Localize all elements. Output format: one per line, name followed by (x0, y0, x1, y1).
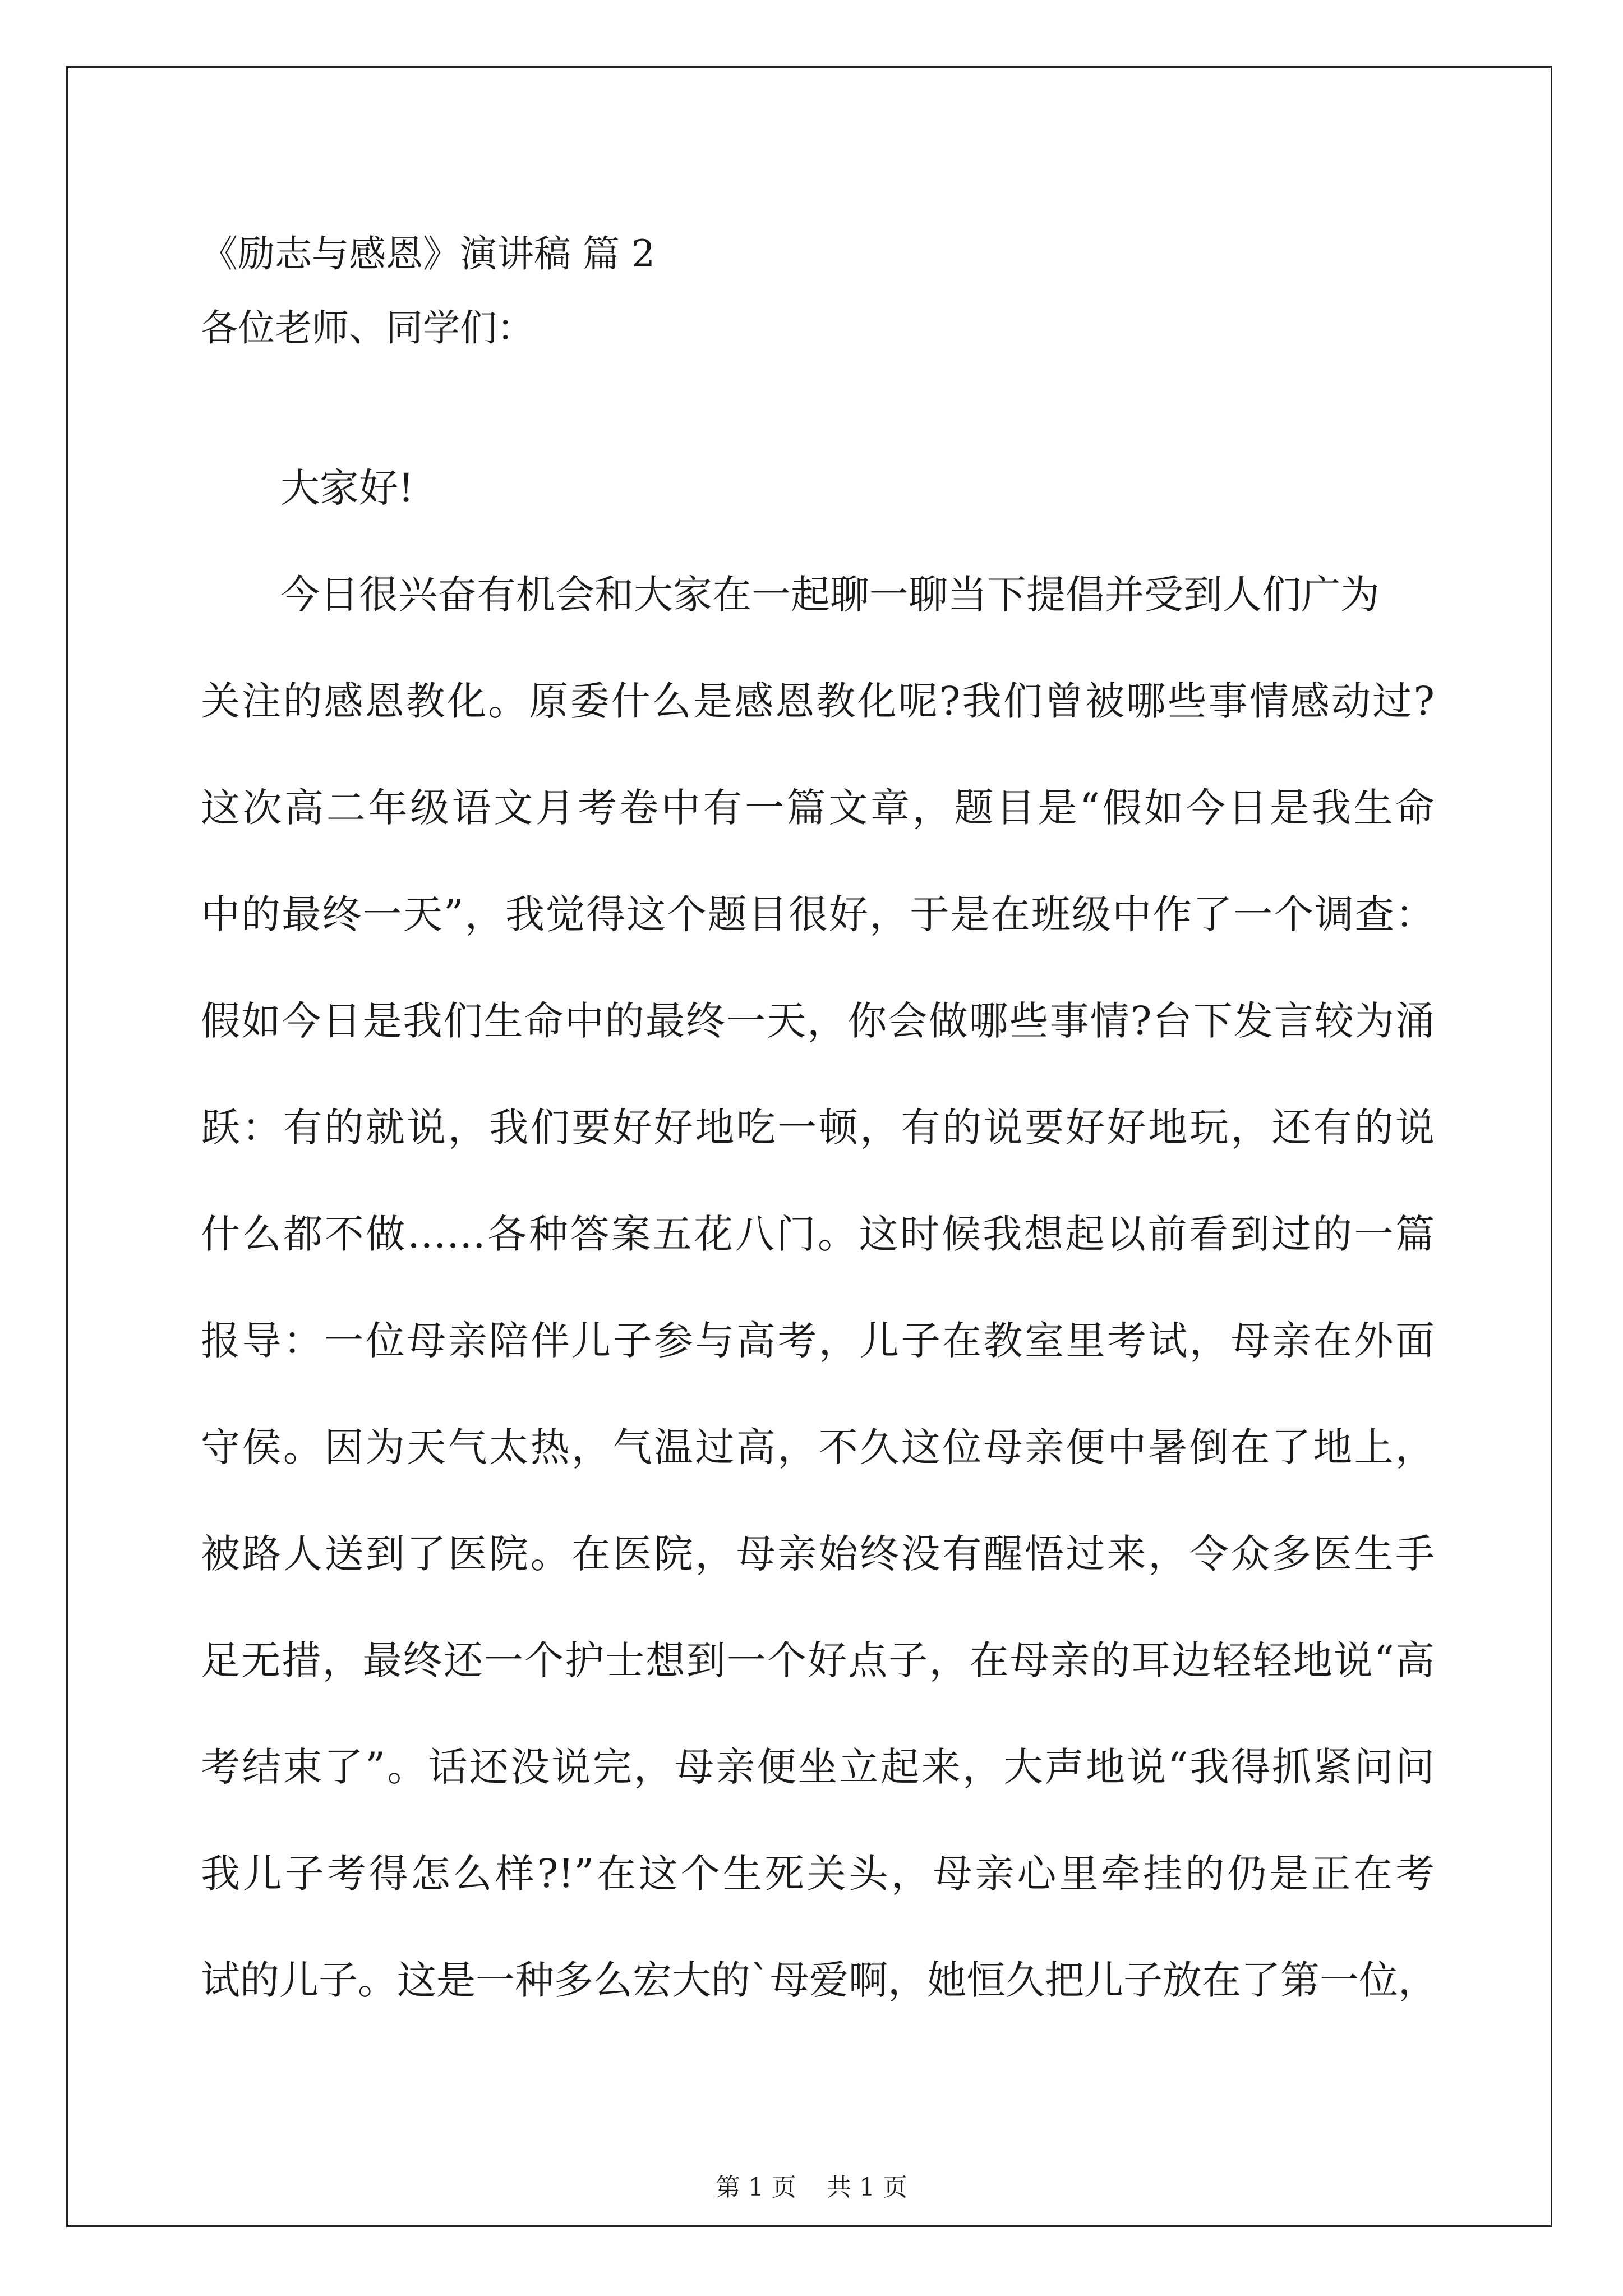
body-line: 什么都不做……各种答案五花八门。这时候我想起以前看到过的一篇 (201, 1211, 1435, 1257)
body-line: 试的儿子。这是一种多么宏大的`母爱啊，她恒久把儿子放在了第一位， (201, 1957, 1437, 2003)
body-line: 假如今日是我们生命中的最终一天，你会做哪些事情?台下发言较为涌 (201, 998, 1435, 1044)
body-line: 这次高二年级语文月考卷中有一篇文章，题目是“假如今日是我生命 (201, 785, 1435, 831)
body-line: 考结束了”。话还没说完，母亲便坐立起来，大声地说“我得抓紧问问 (201, 1744, 1435, 1790)
body-line: 今日很兴奋有机会和大家在一起聊一聊当下提倡并受到人们广为 (280, 572, 1380, 618)
body-line: 守侯。因为天气太热，气温过高，不久这位母亲便中暑倒在了地上， (201, 1424, 1435, 1470)
body-line: 足无措，最终还一个护士想到一个好点子，在母亲的耳边轻轻地说“高 (201, 1637, 1435, 1683)
body-line: 跃：有的就说，我们要好好地吃一顿，有的说要好好地玩，还有的说 (201, 1105, 1435, 1151)
body-line: 我儿子考得怎么样?!”在这个生死关头，母亲心里牵挂的仍是正在考 (201, 1851, 1435, 1897)
greeting-line: 大家好! (280, 465, 414, 511)
body-line: 中的最终一天”，我觉得这个题目很好，于是在班级中作了一个调查： (201, 891, 1435, 937)
body-line: 被路人送到了医院。在医院，母亲始终没有醒悟过来，令众多医生手 (201, 1531, 1435, 1577)
salutation: 各位老师、同学们： (201, 306, 534, 349)
document-title: 《励志与感恩》演讲稿 篇 2 (201, 232, 655, 275)
page-footer (0, 2171, 1623, 2205)
body-line: 关注的感恩教化。原委什么是感恩教化呢?我们曾被哪些事情感动过? (201, 678, 1435, 724)
body-text (201, 457, 1435, 2056)
page-total: 共 1 页 (827, 2173, 907, 2202)
body-line: 报导：一位母亲陪伴儿子参与高考，儿子在教室里考试，母亲在外面 (201, 1318, 1435, 1364)
page-number: 第 1 页 (716, 2173, 796, 2202)
